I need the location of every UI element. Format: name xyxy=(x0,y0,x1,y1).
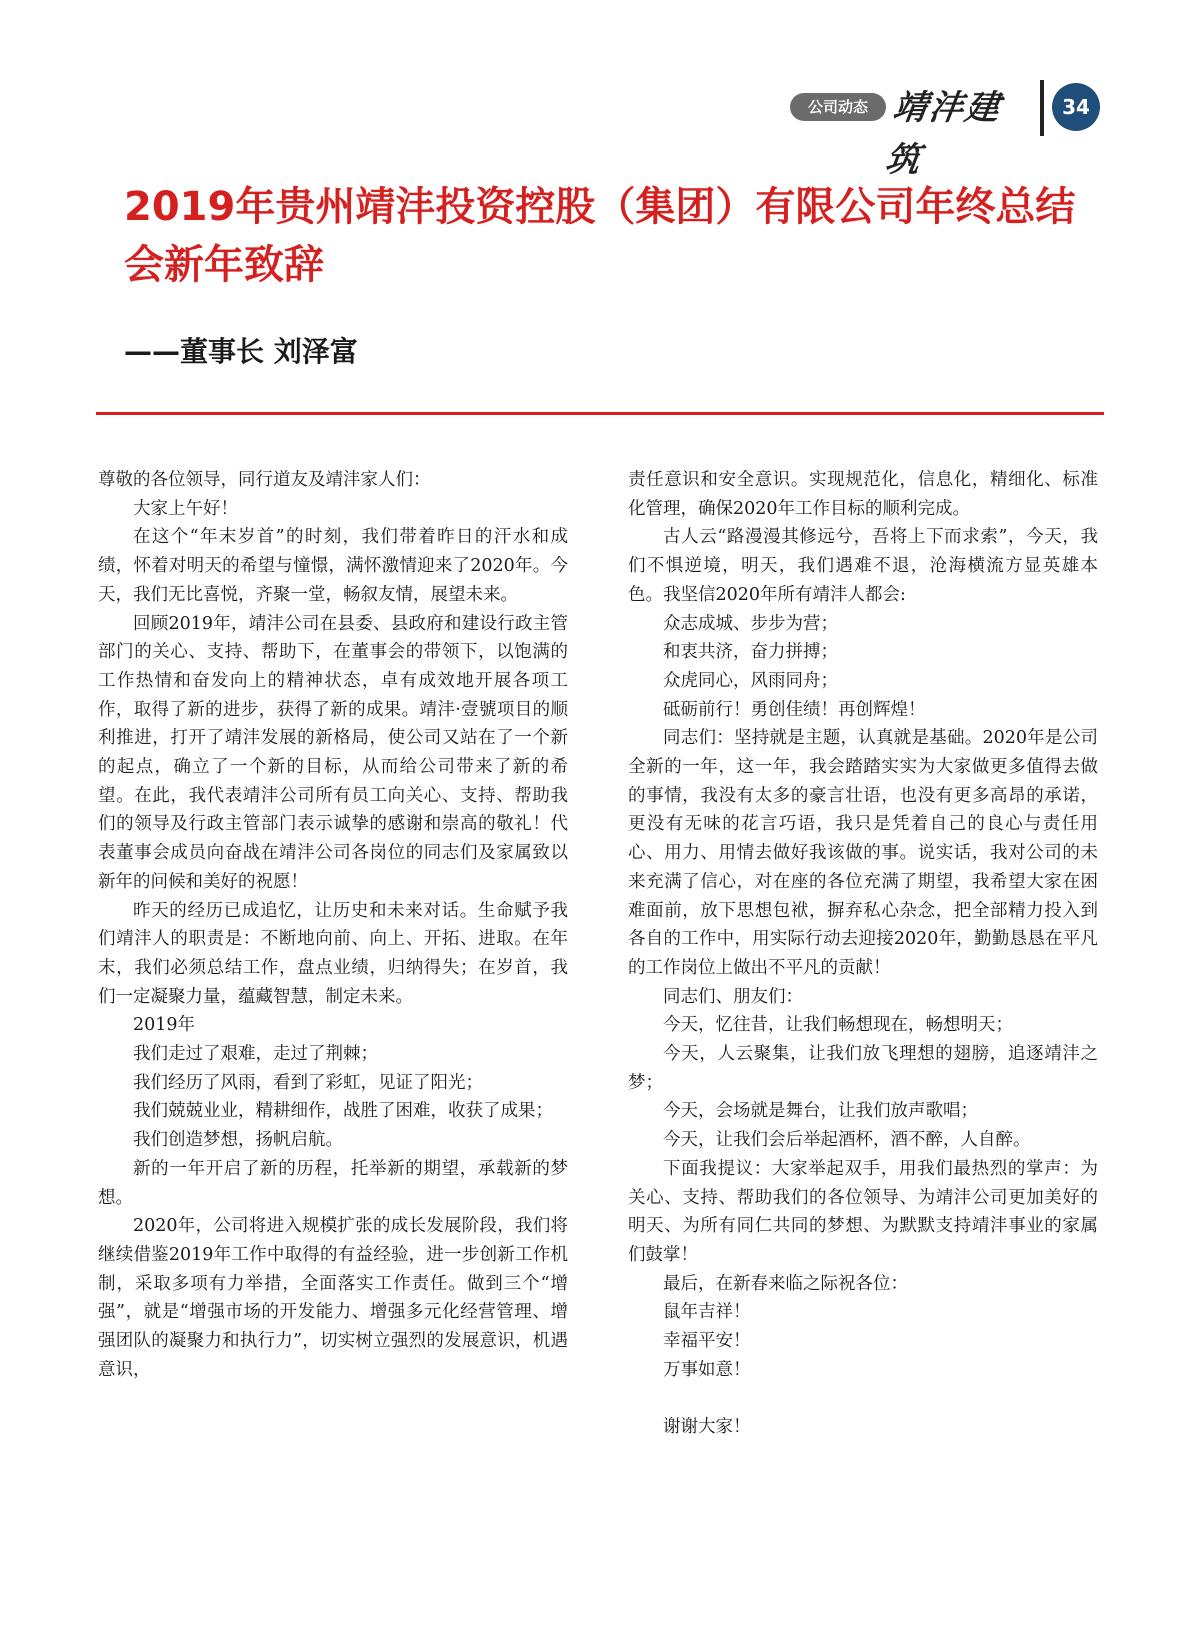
paragraph: 和衷共济，奋力拼搏； xyxy=(663,642,838,663)
paragraph: 众虎同心，风雨同舟； xyxy=(663,670,838,691)
closing-line: 谢谢大家！ xyxy=(663,1417,751,1438)
paragraph: 今天，人云聚集，让我们放飞理想的翅膀，追逐靖沣之梦； xyxy=(628,1044,1098,1093)
paragraph: 今天，忆往昔，让我们畅想现在，畅想明天； xyxy=(663,1015,1013,1036)
paragraph: 责任意识和安全意识。实现规范化，信息化，精细化、标准化管理，确保2020年工作目标的顺利完成。 xyxy=(628,470,1098,519)
right-column xyxy=(628,466,1098,1442)
paragraph: 新的一年开启了新的历程，托举新的期望，承载新的梦想。 xyxy=(98,1158,568,1208)
left-column xyxy=(98,466,568,1385)
paragraph: 今天，让我们会后举起酒杯，酒不醉，人自醉。 xyxy=(663,1130,1031,1151)
paragraph: 幸福平安！ xyxy=(663,1331,751,1352)
paragraph: 2019年 xyxy=(133,1015,196,1036)
paragraph: 我们创造梦想，扬帆启航。 xyxy=(133,1130,343,1151)
paragraph: 鼠年吉祥！ xyxy=(663,1302,751,1323)
paragraph: 砥砺前行！勇创佳绩！再创辉煌！ xyxy=(663,699,926,720)
title-divider xyxy=(96,412,1104,415)
paragraph: 同志们：坚持就是主题，认真就是基础。2020年是公司全新的一年，这一年，我会踏踏实实为大家做更多值得去做的事情，我没有太多的豪言壮语，也没有更多高昂的承诺，更没有无味的花言巧语，我只是凭着自己的良心与责任用心、用力、用情去做好我该做的事。说实话，我对公司的未来充满了信心，对在座的各位充满了期望，我希望大家在困难面前，放下思想包袱，摒弃私心杂念，把全部精力投入到各自的工作中，用实际行动去迎接2020年，勤勤恳恳在平凡的工作岗位上做出不平凡的贡献！ xyxy=(628,728,1098,978)
paragraph: 昨天的经历已成追忆，让历史和未来对话。生命赋予我们靖沣人的职责是：不断地向前、向上、开拓、进取。在年末，我们必须总结工作，盘点业绩，归纳得失；在岁首，我们一定凝聚力量，蕴藏智慧，制定未来。 xyxy=(98,900,568,1007)
paragraph: 同志们、朋友们： xyxy=(663,986,803,1007)
paragraph: 古人云“路漫漫其修远兮，吾将上下而求索”，今天，我们不惧逆境，明天，我们遇难不退，沧海横流方显英雄本色。我坚信2020年所有靖沣人都会: xyxy=(628,527,1098,605)
article-author: ——董事长 刘泽富 xyxy=(124,335,358,368)
brand-logo: 靖沣建筑 xyxy=(882,88,1004,180)
section-badge: 公司动态 xyxy=(790,93,886,121)
paragraph: 我们走过了艰难，走过了荆棘； xyxy=(133,1044,378,1065)
paragraph: 2020年，公司将进入规模扩张的成长发展阶段，我们将继续借鉴2019年工作中取得的有益经验，进一步创新工作机制，采取多项有力举措，全面落实工作责任。做到三个“增强”，就是“增强市场的开发能力、增强多元化经营管理、增强团队的凝聚力和执行力”，切实树立强烈的发展意识，机遇意识， xyxy=(98,1216,568,1380)
paragraph: 最后，在新春来临之际祝各位： xyxy=(663,1273,908,1294)
paragraph: 在这个“年末岁首”的时刻，我们带着昨日的汗水和成绩，怀着对明天的希望与憧憬，满怀激情迎来了2020年。今天，我们无比喜悦，齐聚一堂，畅叙友情，展望未来。 xyxy=(98,527,568,605)
paragraph: 回顾2019年，靖沣公司在县委、县政府和建设行政主管部门的关心、支持、帮助下，在董事会的带领下，以饱满的工作热情和奋发向上的精神状态，卓有成效地开展各项工作，取得了新的进步，获得了新的成果。靖沣·壹號项目的顺利推进，打开了靖沣发展的新格局，使公司又站在了一个新的起点，确立了一个新的目标，从而给公司带来了新的希望。在此，我代表靖沣公司所有员工向关心、支持、帮助我们的领导及行政主管部门表示诚挚的感谢和崇高的敬礼！代表董事会成员向奋战在靖沣公司各岗位的同志们及家属致以新年的问候和美好的祝愿！ xyxy=(98,613,568,892)
paragraph: 我们兢兢业业，精耕细作，战胜了困难，收获了成果； xyxy=(133,1101,553,1122)
paragraph: 今天，会场就是舞台，让我们放声歌唱； xyxy=(663,1101,978,1122)
paragraph: 下面我提议：大家举起双手，用我们最热烈的掌声：为关心、支持、帮助我们的各位领导、为靖沣公司更加美好的明天、为所有同仁共同的梦想、为默默支持靖沣事业的家属们鼓掌！ xyxy=(628,1158,1098,1265)
paragraph: 我们经历了风雨，看到了彩虹，见证了阳光； xyxy=(133,1072,483,1093)
paragraph: 众志成城、步步为营； xyxy=(663,613,838,634)
page-header xyxy=(0,80,1200,180)
paragraph: 大家上午好！ xyxy=(133,498,238,519)
header-divider xyxy=(1040,80,1044,136)
article-title: 2019年贵州靖沣投资控股（集团）有限公司年终总结会新年致辞 xyxy=(124,184,1076,288)
paragraph: 万事如意！ xyxy=(663,1359,751,1380)
page-number: 34 xyxy=(1052,83,1100,131)
paragraph: 尊敬的各位领导，同行道友及靖沣家人们： xyxy=(98,470,431,490)
